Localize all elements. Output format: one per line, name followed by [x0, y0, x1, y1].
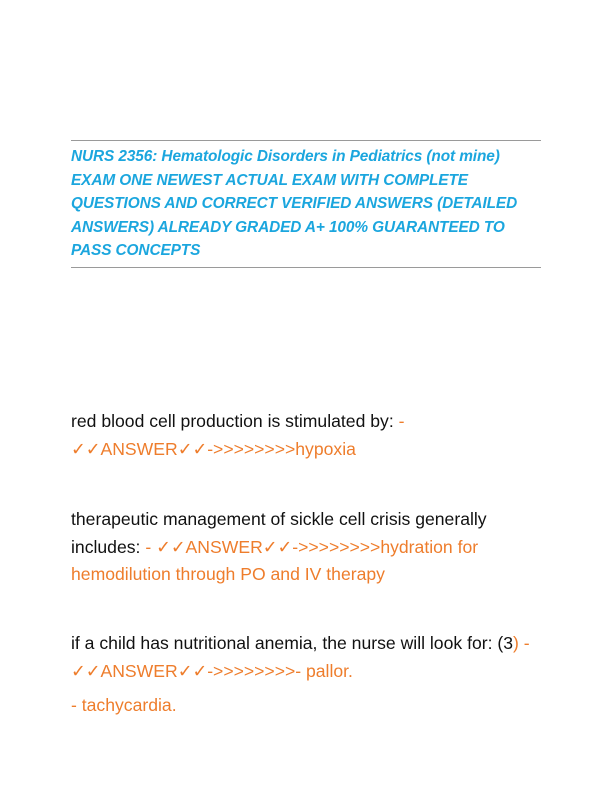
- qa-paragraph: [71, 630, 551, 685]
- qa-item-2: [71, 506, 551, 589]
- answer-text: - ✓✓ANSWER✓✓->>>>>>>>hypoxia: [71, 411, 405, 459]
- document-header: [71, 140, 541, 268]
- answer-continuation: - tachycardia.: [71, 695, 177, 715]
- qa-paragraph: [71, 506, 551, 589]
- question-text: therapeutic management of sickle cell crisis generally includes:: [71, 509, 487, 557]
- answer-text: ) - ✓✓ANSWER✓✓->>>>>>>>- pallor.: [71, 633, 530, 681]
- answer-text: - ✓✓ANSWER✓✓->>>>>>>>hydration for hemodilution through PO and IV therapy: [71, 536, 479, 584]
- question-text: red blood cell production is stimulated by:: [71, 411, 399, 431]
- qa-paragraph: [71, 408, 551, 463]
- question-text: if a child has nutritional anemia, the nurse will look for: (3: [71, 633, 514, 653]
- qa-item-1: [71, 408, 551, 463]
- document-title: NURS 2356: Hematologic Disorders in Pediatrics (not mine) EXAM ONE NEWEST ACTUAL EXAM WITH COMPLETE QUESTIONS AND CORRECT VERIFIED ANSWERS (DETAILED ANSWERS) ALREADY GRADED A+ 100% GUARANTEED TO PASS CONCEPTS: [71, 148, 518, 260]
- qa-item-3: [71, 630, 551, 685]
